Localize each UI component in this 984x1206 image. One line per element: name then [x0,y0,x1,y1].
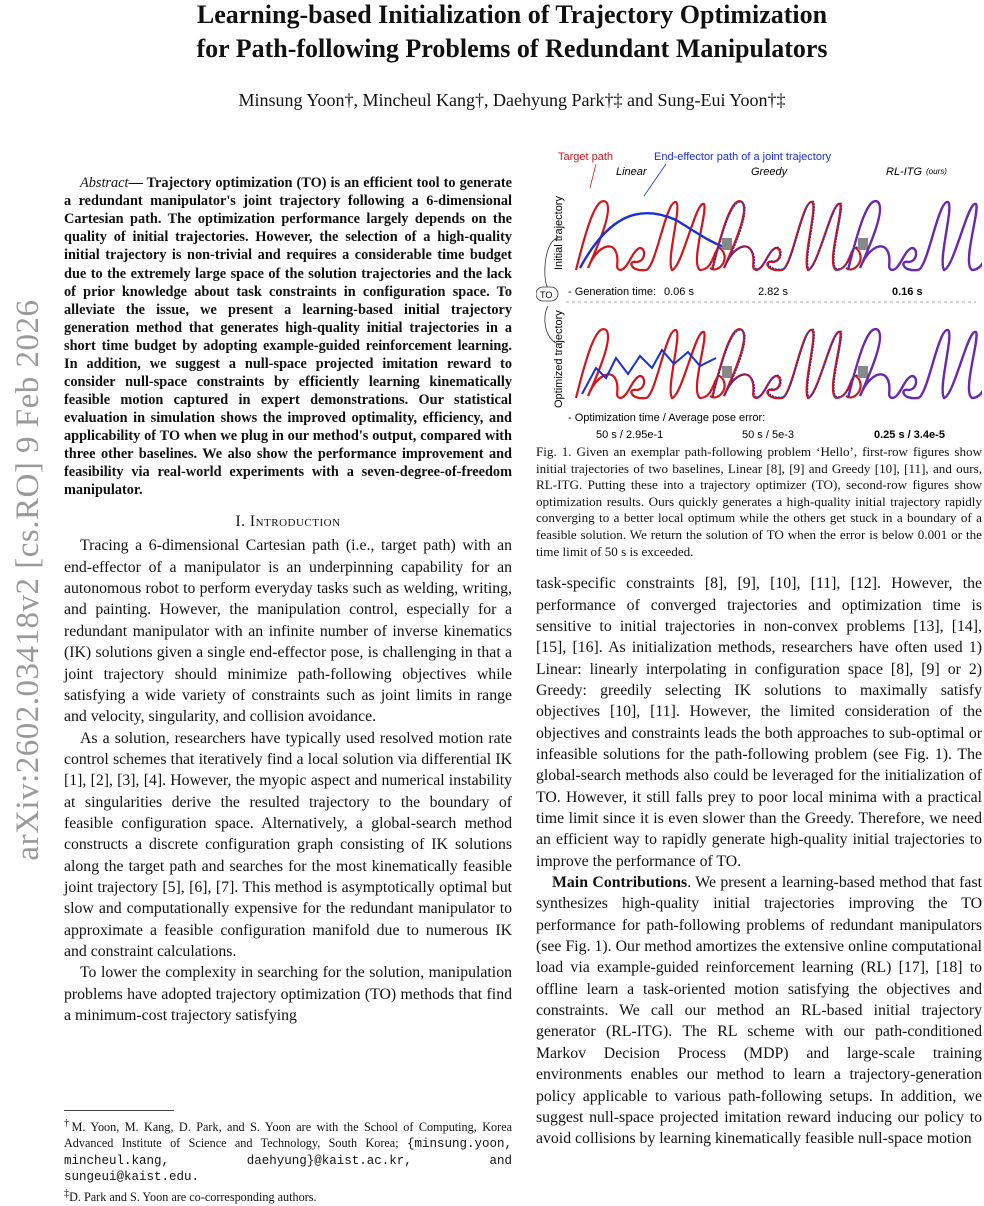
panel-rlitg-initial [848,201,982,270]
right-paragraph-1: task-specific constraints [8], [9], [10], [11], [12]. However, the performance of converged trajectories and optimization time is sensitive to initial trajectories in non-convex problems [13], [14], [15], [16]. As initialization methods, researchers have often used 1) Linear: linearly interpolating in configuration space [8], [9] or 2) Greedy: greedily selecting IK solutions to maximally satisfy objectives [10], [11]. However, the limited consideration of the objectives and constraints leads the both approaches to sub-optimal or infeasible solutions for the path-following problem (see Fig. 1). The global-search methods also could be leveraged for the initialization of TO. However, it still falls prey to poor local minima with a practical time limit since it is even slower than the Greedy. Therefore, we need an efficient way to rapidly generate high-quality initial trajectories to improve the performance of TO. [536,575,982,870]
footnote-rule [64,1110,174,1111]
figure-caption: Fig. 1. Given an exemplar path-following problem ‘Hello’, first-row figures show initial trajectories of two baselines, Linear [8], [9] and Greedy [10], [11], and ours, RL-ITG. Putting these into a trajectory optimizer (TO), second-row figures show optimization results. Ours quickly generates a high-quality initial trajectory rapidly converging to a better local optimum while the others get stuck in a boundary of a feasible solution. We return the solution of TO when the error is below 0.001 or the time limit of 50 s is exceeded. [536,444,982,559]
row-optimized: Optimized trajectory [553,310,565,408]
arxiv-stamp: arXiv:2602.03418v2 [cs.RO] 9 Feb 2026 [10,299,46,861]
rlitg-overlapping-path [848,201,982,270]
panel-rlitg-optimized [848,329,982,398]
section-number: I. [235,513,250,531]
target-pointer [590,164,596,188]
authors: Minsung Yoon†, Mincheul Kang†, Daehyung Park†‡ and Sung-Eui Yoon†‡ [238,90,786,110]
intro-paragraph-3: To lower the complexity in searching for the solution, manipulation problems have adopted trajectory optimization (TO) methods that find a minimum-cost trajectory satisfying [64,964,512,1024]
main-contributions-text: . We present a learning-based method that fast synthesizes high-quality initial trajectories improving the TO performance for path-following problems of redundant manipulators (see Fig. 1). Our method amortizes the extensive online computational load via example-guided reinforcement learning (RL) [17], [18] to offline learn a task-oriented motion satisfying the objectives and constraints. We call our method an RL-based initial trajectory generator (RL-ITG). The RL scheme with our path-conditioned Markov Decision Process (MDP) and large-scale training environments enables our method to learn a trajectory-generation policy applicable to various path-following setups. In addition, we suggest null-space projected imitation reward inducing our policy to avoid collisions by learning kinematically feasible null-space motion [536,874,982,1148]
rlitg-opt-overlapping-path [848,329,982,398]
section-title: Introduction [249,513,341,531]
greedy-opt-end-effector [858,366,868,378]
col-rlitg-note: (ours) [926,167,947,176]
panel-linear-optimized [576,329,732,398]
label-target-path: Target path [558,151,614,163]
footnote-2: ‡D. Park and S. Yoon are co-corresponding authors. [64,1188,317,1205]
greedy-end-effector [858,238,868,250]
title-line-1: Learning-based Initialization of Trajectory Optimization [196,0,828,29]
title-line-2: for Path-following Problems of Redundant Manipulators [196,34,828,63]
gen-rlitg: 0.16 s [892,286,923,298]
ee-pointer [644,164,666,196]
abstract [64,174,512,499]
gen-linear: 0.06 s [664,286,694,298]
abstract-lead: Abstract [80,175,129,192]
intro-paragraph-1: Tracing a 6-dimensional Cartesian path (i.e., target path) with an end-effector of a manipulator is an underpinning capability for an autonomous robot to perform everyday tasks such as welding, writing, and painting. However, the manipulation control, especially for a redundant manipulator with an infinite number of inverse kinematics (IK) solutions given a single end-effector pose, is challenging in that a joint trajectory should minimize path-following objectives while satisfying a wide variety of constraints such as joint limits in range and velocity, singularity, and collision avoidance. [64,537,512,726]
footnote-1-emails: {minsung.yoon, mincheul.kang, daehyung}@kaist.ac.kr, and sungeui@kaist.edu. [64,1136,512,1185]
gen-time-label: - Generation time: [568,286,657,298]
greedy-opt-target-path [712,329,861,398]
to-badge: TO [540,290,553,300]
footnote-1-text: M. Yoon, M. Kang, D. Park, and S. Yoon are with the School of Computing, Korea Advanced Institute of Science and Technology, South Korea; [64,1120,513,1150]
right-column [536,140,982,1150]
abstract-body: — Trajectory optimization (TO) is an efficient tool to generate a redundant manipulator's joint trajectory following a 6-dimensional Cartesian path. The optimization performance largely depends on the quality of initial trajectories. However, the selection of a high-quality initial trajectory is non-trivial and requires a considerable time budget due to the extremely large space of the solution trajectories and the lack of prior knowledge about task constraints in configuration space. To alleviate the issue, we present a learning-based initial trajectory generation method that generates high-quality initial trajectories in a short time budget by adopting example-guided reinforcement learning. In addition, we suggest a null-space projected imitation reward to consider null-space constraints by efficiently learning kinematically feasible motion captured in expert demonstrations. Our statistical evaluation in simulation shows the improved optimality, efficiency, and applicability of TO when we plug in our method's output, compared with three other baselines. We also show the performance improvement and feasibility via real-world experiments with a seven-degree-of-freedom manipulator. [64,175,512,499]
row-initial: Initial trajectory [553,196,565,270]
opt-label: - Optimization time / Average pose error: [568,412,766,424]
gen-greedy: 2.82 s [758,286,788,298]
panel-greedy-optimized [712,329,868,398]
left-column [64,160,512,1026]
col-greedy: Greedy [751,166,788,178]
right-paragraph-2 [536,872,982,1149]
panel-greedy-initial [712,201,868,270]
main-contributions-heading: Main Contributions [552,874,688,892]
linear-opt-target-path [576,329,725,398]
col-rlitg: RL-ITG [886,166,923,178]
panel-linear-initial [576,201,732,270]
opt-linear: 50 s / 2.95e-1 [596,429,664,440]
paper-title [100,0,924,66]
figure-1 [536,140,982,440]
section-heading [64,513,512,531]
greedy-target-path [712,201,861,270]
col-linear: Linear [616,166,647,178]
opt-rlitg: 0.25 s / 3.4e-5 [874,429,945,440]
figure-graphic [536,140,982,440]
footnote-2-text: D. Park and S. Yoon are co-corresponding authors. [69,1190,317,1205]
linear-opt-end-effector [722,366,732,378]
footnote-1: †M. Yoon, M. Kang, D. Park, and S. Yoon are with the School of Computing, Korea Advanced Institute of Science and Technology, South Korea; {minsung.yoon, mincheul.kang, daehyung}@kaist.ac.kr, and sungeui@kaist.edu. [64,1118,513,1185]
footnotes [64,1116,512,1206]
label-ee-path: End-effector path of a joint trajectory [654,151,832,163]
opt-greedy: 50 s / 5e-3 [742,429,794,440]
linear-end-effector [722,238,732,250]
intro-paragraph-2: As a solution, researchers have typically used resolved motion rate control schemes that iteratively find a local solution via differential IK [1], [2], [3], [4]. However, the myopic aspect and numerical instability at singularities derive the resulted trajectory to the boundary of feasible configuration space. Alternatively, a global-search method constructs a discrete configuration graph consisting of IK solutions along the target path and searches for the most kinematically feasible joint trajectory [5], [6], [7]. This method is asymptotically optimal but slow and computationally expensive for the redundant manipulator to approximate a feasible configuration manifold due to numerous IK and constraint calculations. [64,729,512,960]
